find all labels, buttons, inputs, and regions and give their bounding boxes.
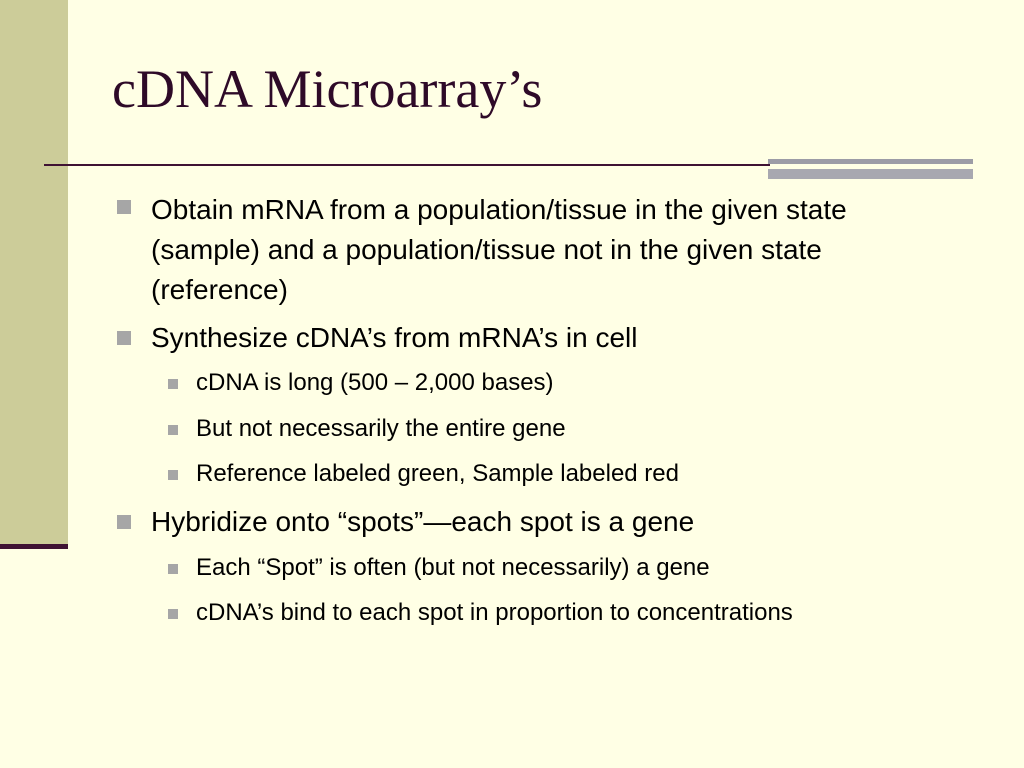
sub-bullet-text: cDNA is long (500 – 2,000 bases) (196, 369, 554, 396)
sub-bullet-square-icon (168, 564, 178, 574)
sub-bullet-text: Each “Spot” is often (but not necessarily) a gene (196, 554, 710, 581)
sub-bullet-text: But not necessarily the entire gene (196, 415, 566, 442)
sub-bullet-square-icon (168, 425, 178, 435)
sub-bullet-square-icon (168, 609, 178, 619)
sub-bullet-text: Reference labeled green, Sample labeled red (196, 460, 679, 487)
bullet-square-icon (117, 515, 131, 529)
sub-bullet-text: cDNA’s bind to each spot in proportion to concentrations (196, 599, 793, 626)
bullet-text: Obtain mRNA from a population/tissue in the given state (sample) and a population/tissue not in the given state (reference) (151, 194, 847, 305)
slide-title: cDNA Microarray’s (112, 59, 543, 119)
bullet-square-icon (117, 331, 131, 345)
bullet-text: Synthesize cDNA’s from mRNA’s in cell (151, 322, 638, 353)
sub-bullet-square-icon (168, 470, 178, 480)
bullet-square-icon (117, 200, 131, 214)
bullet-text: Hybridize onto “spots”—each spot is a gene (151, 506, 695, 537)
sub-bullet-square-icon (168, 379, 178, 389)
